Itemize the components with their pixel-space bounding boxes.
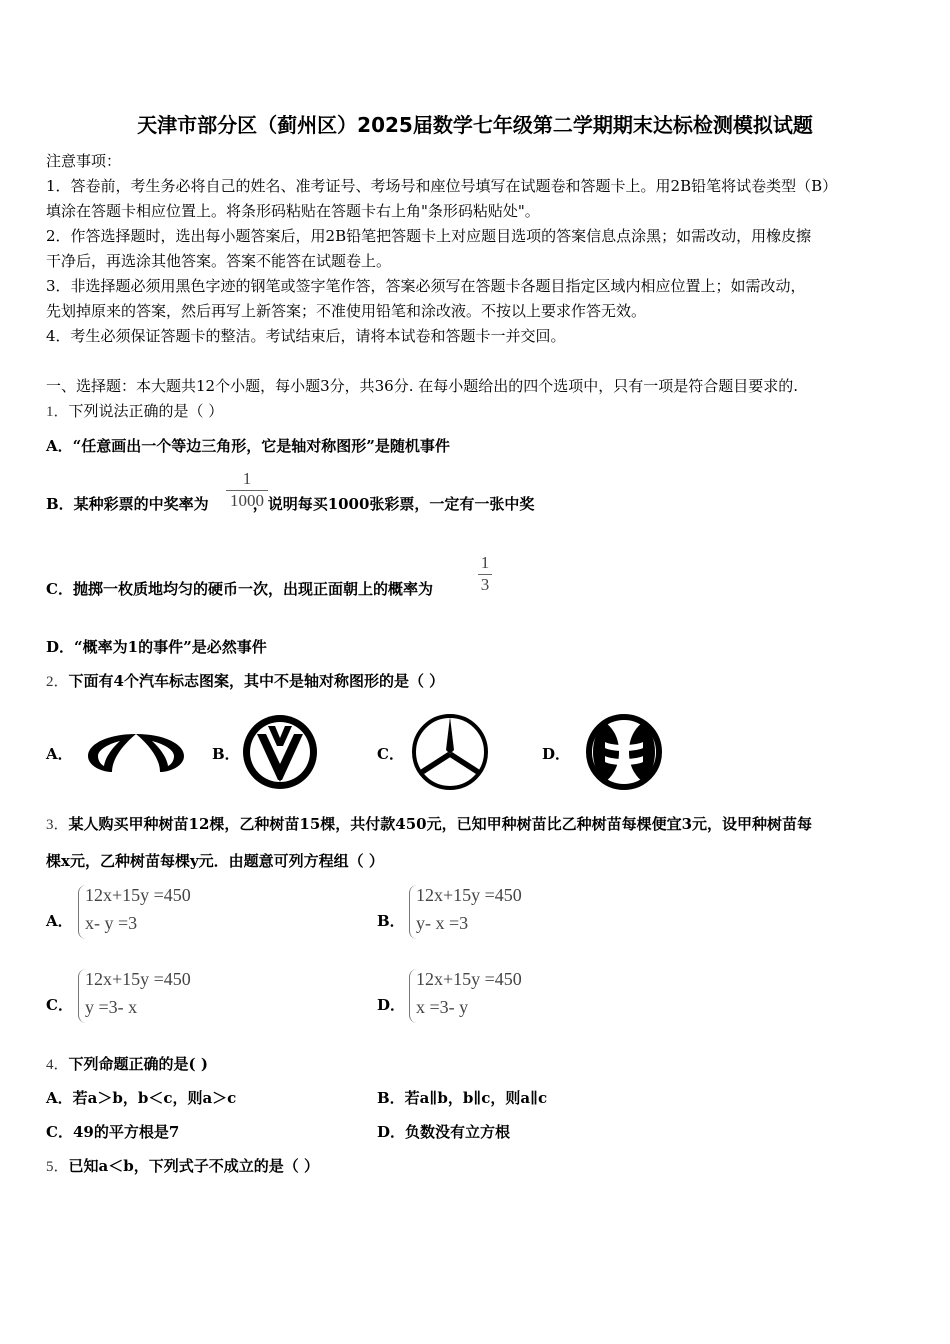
option-b-text: B．某种彩票的中奖率为: [46, 495, 209, 513]
fraction-denominator: 3: [480, 574, 490, 594]
option-d-label: D．: [377, 996, 406, 1014]
section-heading: 一、选择题：本大题共12个小题，每小题3分，共36分. 在每小题给出的四个选项中，只有一项是符合题目要求的.: [46, 377, 799, 395]
logo-label-a: A．: [46, 745, 73, 763]
option-c-label: C．: [46, 996, 73, 1014]
equation-1: 12x+15y =450: [85, 885, 191, 905]
question-number: 2．: [46, 674, 69, 690]
notes-line: 2．作答选择题时，选出每小题答案后，用2B铅笔把答题卡上对应题目选项的答案信息点涂黑；如需改动，用橡皮擦: [46, 227, 812, 245]
equation-1: 12x+15y =450: [85, 969, 191, 989]
question-5: [46, 1157, 319, 1177]
logo-label-b: B．: [212, 745, 240, 763]
question-3: [46, 815, 812, 835]
option-c: C．抛掷一枚质地均匀的硬币一次，出现正面朝上的概率为: [46, 580, 433, 598]
logo-label-c: C．: [377, 745, 404, 763]
question-stem: 某人购买甲种树苗12棵，乙种树苗15棵，共付款450元，已知甲种树苗比乙种树苗每棵便宜3元，设甲种树苗每: [68, 815, 813, 833]
question-stem: 下列说法正确的是（ ）: [68, 402, 224, 420]
fraction-denominator: 1000: [230, 490, 264, 510]
dongfeng-logo-icon: [583, 712, 665, 792]
equation-2: x =3- y: [416, 997, 469, 1017]
option-b: B．若a∥b，b∥c，则a∥c: [377, 1089, 548, 1107]
equation-2: y- x =3: [416, 913, 469, 933]
notes-line: 4．考生必须保证答题卡的整洁。考试结束后，请将本试卷和答题卡一并交回。: [46, 327, 566, 345]
option-b: [46, 495, 534, 514]
question-number: 4．: [46, 1057, 69, 1073]
fraction-1-1000: [226, 470, 268, 510]
fraction-numerator: 1: [242, 469, 252, 488]
question-number: 1．: [46, 404, 69, 420]
option-a: A．若a＞b，b＜c，则a＞c: [46, 1089, 237, 1107]
question-stem: 下列命题正确的是( ): [68, 1055, 208, 1073]
question-number: 5．: [46, 1159, 69, 1175]
option-a: A．“任意画出一个等边三角形，它是轴对称图形”是随机事件: [46, 437, 450, 455]
notes-line: 1．答卷前，考生务必将自己的姓名、准考证号、考场号和座位号填写在试题卷和答题卡上。用2B铅笔将试卷类型（B）: [46, 177, 838, 195]
equation-2: y =3- x: [85, 997, 138, 1017]
page-title: 天津市部分区（蓟州区）2025届数学七年级第二学期期末达标检测模拟试题: [137, 113, 813, 137]
option-b-text-after: ，说明每买1000张彩票，一定有一张中奖: [252, 495, 535, 513]
notes-heading: 注意事项：: [46, 152, 122, 170]
notes-line: 干净后，再选涂其他答案。答案不能答在试题卷上。: [46, 252, 392, 270]
fraction-numerator: 1: [480, 553, 490, 572]
notes-line: 先划掉原来的答案，然后再写上新答案；不准使用铅笔和涂改液。不按以上要求作答无效。: [46, 302, 647, 320]
logo-label-d: D．: [542, 745, 571, 763]
option-a-label: A．: [46, 912, 73, 930]
option-b-label: B．: [377, 912, 405, 930]
question-number: 3．: [46, 817, 69, 833]
question-4: [46, 1055, 208, 1075]
question-2: [46, 672, 444, 692]
option-c: C．49的平方根是7: [46, 1123, 180, 1141]
question-stem: 下面有4个汽车标志图案，其中不是轴对称图形的是（ ）: [68, 672, 445, 690]
notes-line: 3．非选择题必须用黑色字迹的钢笔或签字笔作答，答案必须写在答题卡各题目指定区域内相应位置上；如需改动，: [46, 277, 806, 295]
option-d: D．负数没有立方根: [377, 1123, 511, 1141]
equation-1: 12x+15y =450: [416, 885, 522, 905]
question-1: [46, 402, 223, 422]
equation-1: 12x+15y =450: [416, 969, 522, 989]
question-stem-cont: 棵x元，乙种树苗每棵y元．由题意可列方程组（ ）: [46, 852, 384, 870]
equation-2: x- y =3: [85, 913, 138, 933]
mercedes-logo-icon: [410, 712, 490, 792]
notes-line: 填涂在答题卡相应位置上。将条形码粘贴在答题卡右上角"条形码粘贴处"。: [46, 202, 540, 220]
infiniti-logo-icon: [84, 728, 188, 776]
option-d: D．“概率为1的事件”是必然事件: [46, 638, 267, 656]
fraction-1-3: [478, 554, 492, 594]
question-stem: 已知a＜b，下列式子不成立的是（ ）: [68, 1157, 319, 1175]
volkswagen-logo-icon: [240, 712, 320, 792]
